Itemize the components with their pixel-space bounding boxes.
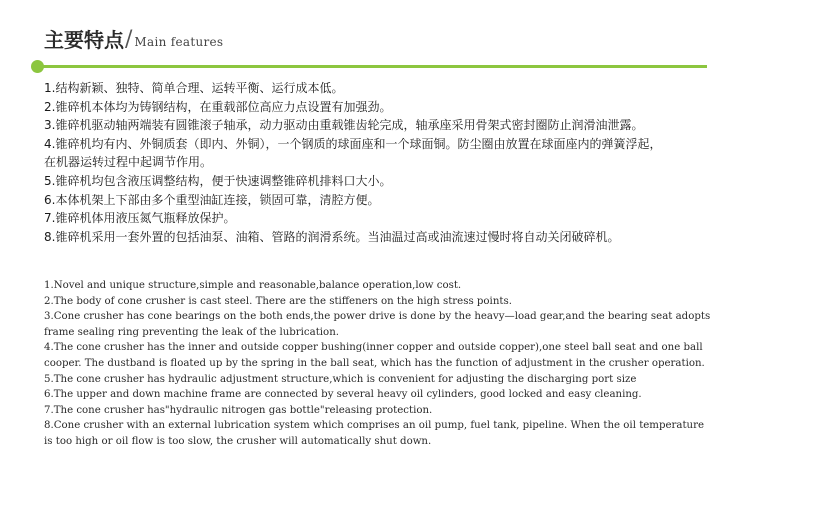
title-separator: / xyxy=(125,27,133,52)
green-bullet-dot xyxy=(31,60,44,73)
feature-item-en: 6.The upper and down machine frame are connected by several heavy oil cylinders, good locked and easy cleaning. xyxy=(44,389,642,401)
section-title-en: Main features xyxy=(134,35,224,49)
feature-item-cn: 1.结构新颖、独特、简单合理、运转平衡、运行成本低。 xyxy=(44,81,344,95)
feature-item-cn: 在机器运转过程中起调节作用。 xyxy=(44,155,213,170)
feature-item-en: 4.The cone crusher has the inner and outside copper bushing(inner copper and outside copper),one steel ball seat and one ball xyxy=(44,342,703,354)
feature-item-en: 8.Cone crusher with an external lubrication system which comprises an oil pump, fuel tank, pipeline. When the oil temperature xyxy=(44,420,705,432)
feature-item-en: 5.The cone crusher has hydraulic adjustment structure,which is convenient for adjusting the discharging port size xyxy=(44,373,637,385)
feature-item-cn: 4.锥碎机均有内、外铜质套（即内、外铜），一个钢质的球面座和一个球面铜。防尘圈由放置在球面座内的弹簧浮起， xyxy=(44,136,662,151)
feature-item-cn: 2.锥碎机本体均为铸钢结构，在重载部位高应力点设置有加强劲。 xyxy=(44,99,392,114)
features-list-en xyxy=(44,278,814,450)
feature-item-en: is too high or oil flow is too slow, the crusher will automatically shut down. xyxy=(44,435,432,447)
feature-item-cn: 3.锥碎机驱动轴两端装有圆锥滚子轴承，动力驱动由重载锥齿轮完成，轴承座采用骨架式密封圈防止润滑油泄露。 xyxy=(44,118,644,133)
feature-item-cn: 8.锥碎机采用一套外置的包括油泵、油箱、管路的润滑系统。当油温过高或油流速过慢时将自动关闭破碎机。 xyxy=(44,229,620,244)
feature-item-en: 3.Cone crusher has cone bearings on the both ends,the power drive is done by the heavy—load gear,and the bearing seat adopts xyxy=(44,311,711,323)
section-header xyxy=(44,28,223,52)
feature-item-en: frame sealing ring preventing the leak of the lubrication. xyxy=(44,326,339,338)
feature-item-en: 7.The cone crusher has"hydraulic nitrogen gas bottle"releasing protection. xyxy=(44,404,433,416)
green-divider-line xyxy=(37,65,707,68)
feature-item-en: 1.Novel and unique structure,simple and reasonable,balance operation,low cost. xyxy=(44,280,462,291)
section-title-cn: 主要特点 xyxy=(44,28,124,52)
feature-item-en: cooper. The dustband is floated up by the spring in the ball seat, which has the function of adjustment in the crusher operation. xyxy=(44,357,705,369)
feature-item-cn: 6.本体机架上下部由多个重型油缸连接，锁固可靠，清腔方便。 xyxy=(44,192,380,207)
features-list-cn xyxy=(44,79,804,246)
feature-item-cn: 7.锥碎机体用液压氮气瓶释放保护。 xyxy=(44,211,236,226)
feature-item-cn: 5.锥碎机均包含液压调整结构，便于快速调整锥碎机排料口大小。 xyxy=(44,173,392,188)
feature-item-en: 2.The body of cone crusher is cast steel. There are the stiffeners on the high stress points. xyxy=(44,295,512,307)
